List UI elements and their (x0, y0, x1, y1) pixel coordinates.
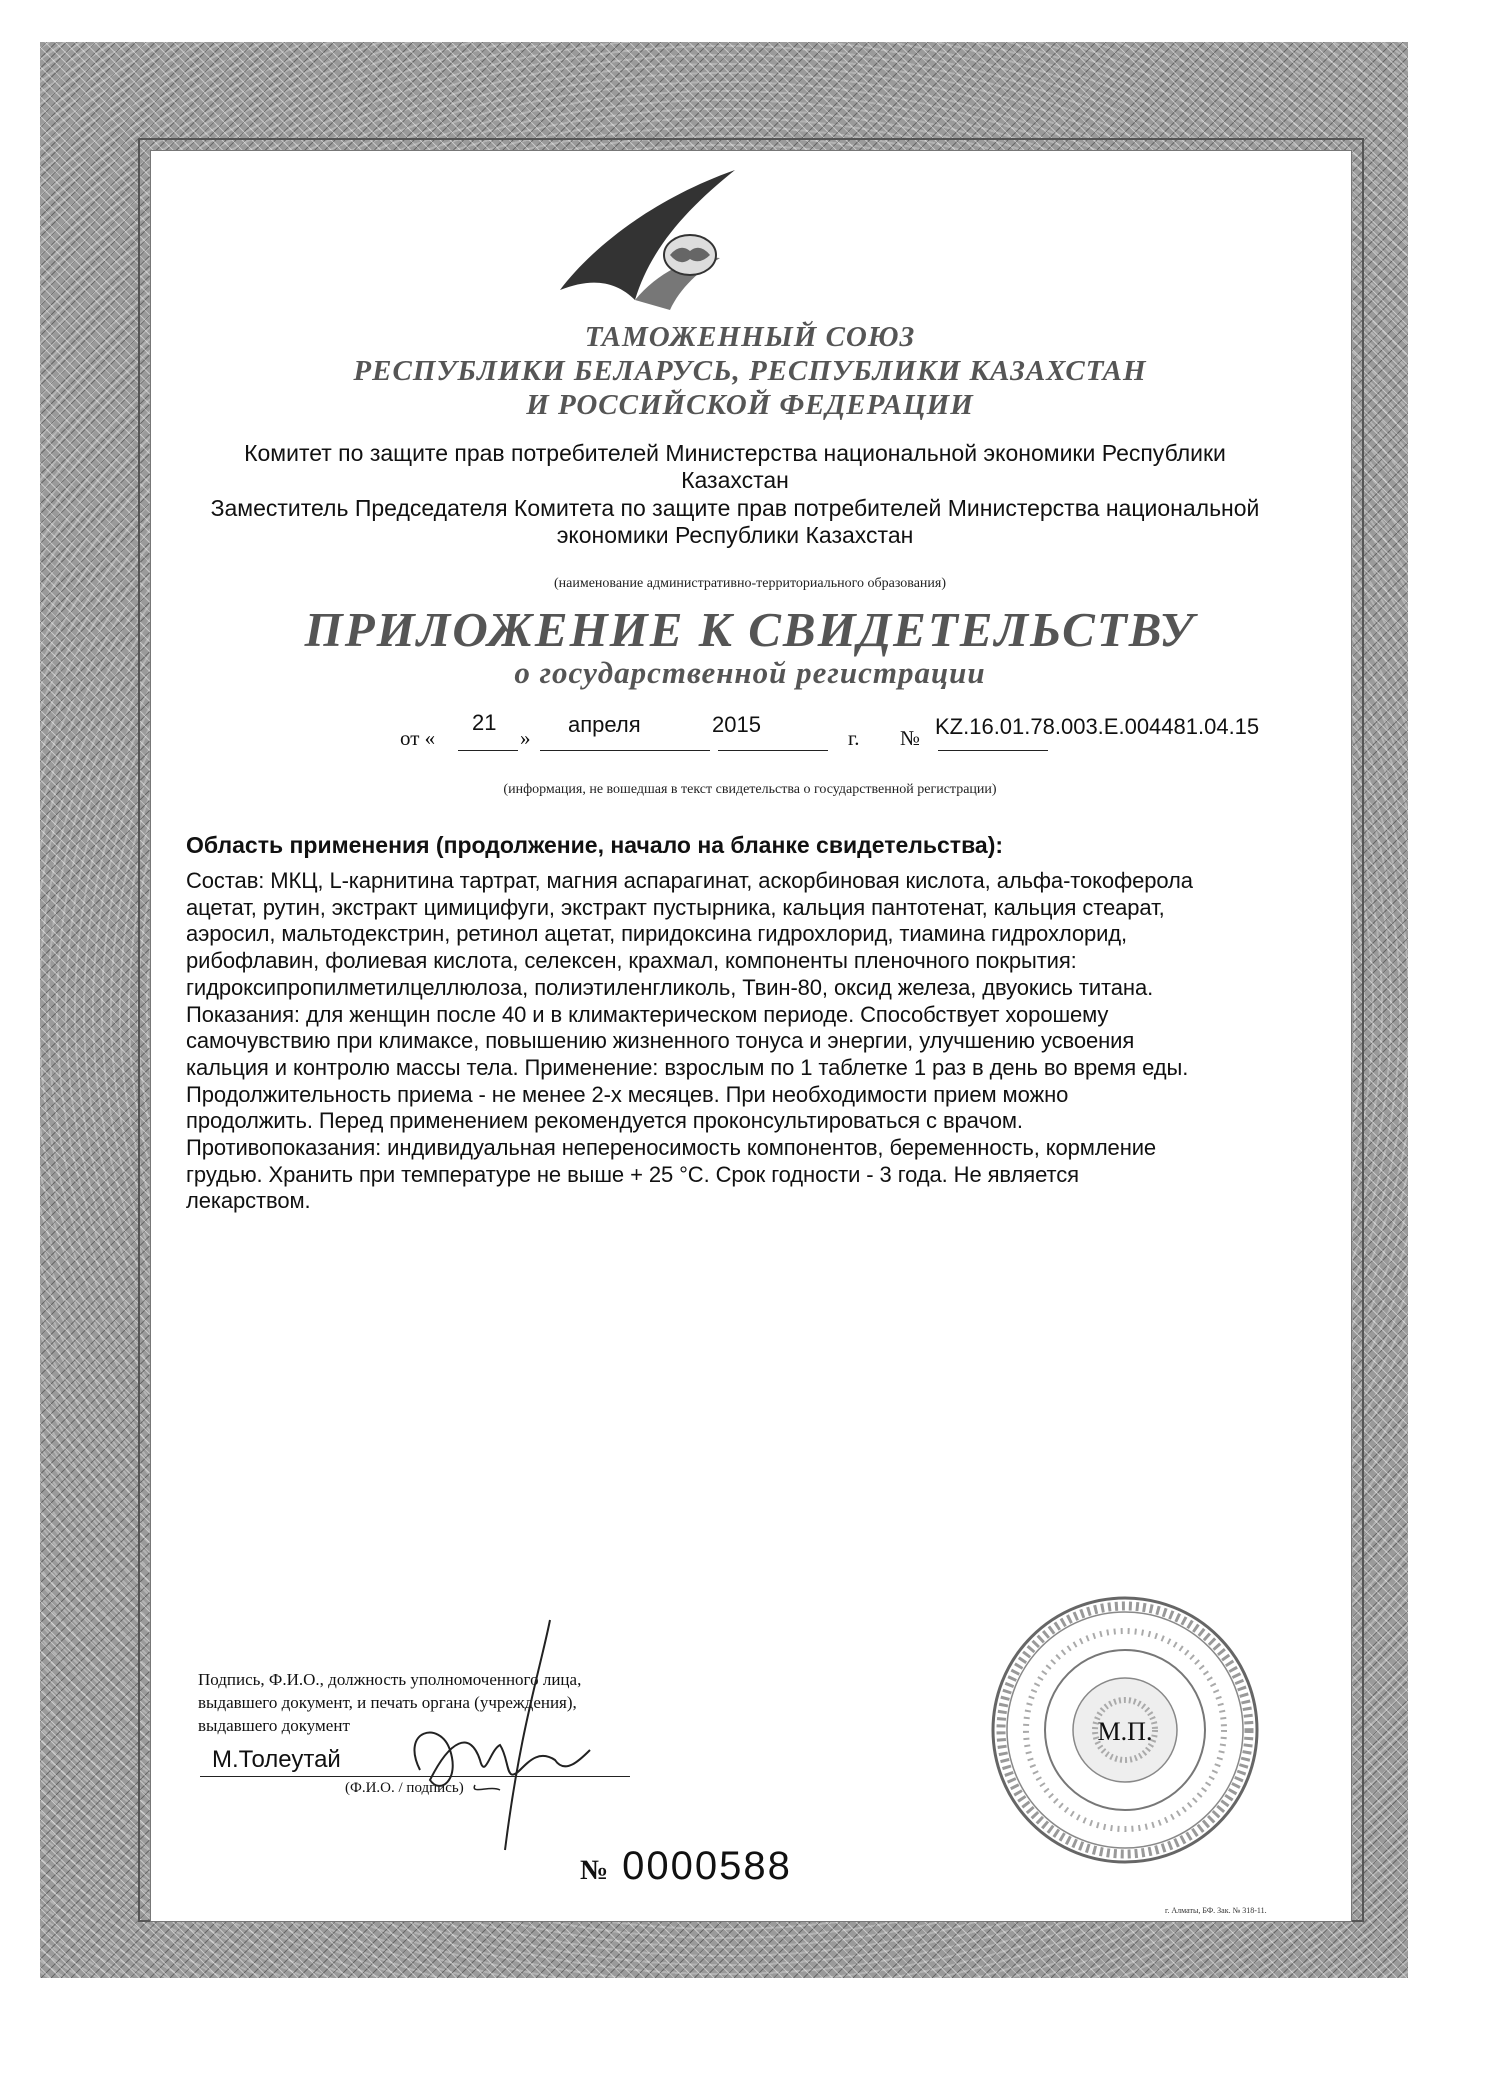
reg-year: 2015 (712, 712, 761, 737)
stamp-label: М.П. (1097, 1717, 1153, 1746)
day-underline (458, 750, 518, 751)
info-note: (информация, не вошедшая в текст свидетельства о государственной регистрации) (503, 782, 997, 797)
composition-text: Состав: МКЦ, L-карнитина тартрат, магния аспарагинат, аскорбиновая кислота, альфа-токоферола ацетат, рутин, экстракт цимицифуги, экстракт пустырника, кальция пантотенат, кальция стеарат, аэросил, мальтодекстрин, ретинол ацетат, пиридоксина гидрохлорид, тиамина гидрохлорид, рибофлавин, фолиевая кислота, селексен, крахмал, компоненты пленочного покрытия: гидроксипропилметилцеллюлоза, полиэтиленгликоль, Твин-80, оксид железа, двуокись титана. Показания: для женщин после 40 и в климактерическом периоде. Способствует хорошему самочувствию при климаксе, повышению жизненного тонуса и энергии, улучшению усвоения кальция и контролю массы тела. Применение: взрослым по 1 таблетке 1 раз в день во время еды. Продолжительность приема - не менее 2-х месяцев. При необходимости прием можно продолжить. Перед применением рекомендуется проконсультироваться с врачом. Противопоказания: индивидуальная непереносимость компонентов, беременность, кормление грудью. Хранить при температуре не выше + 25 °С. Срок годности - 3 года. Не является лекарством. (186, 868, 1193, 1214)
section-title: Область применения (продолжение, начало на бланке свидетельства): (186, 832, 1004, 858)
date-quote-close: » (520, 726, 531, 750)
month-underline (540, 750, 710, 751)
handwritten-signature (380, 1610, 620, 1860)
union-line-2: РЕСПУБЛИКИ БЕЛАРУСЬ, РЕСПУБЛИКИ КАЗАХСТАН (353, 355, 1147, 387)
signature-label: Подпись, Ф.И.О., должность уполномоченного лица, выдавшего документ, и печать органа (учреждения), выдавшего документ (198, 1670, 582, 1735)
serial-sign: № (580, 1855, 611, 1886)
form-serial-number (580, 1844, 792, 1889)
customs-union-heading (200, 320, 1300, 422)
admin-region-note: (наименование административно-территориального образования) (553, 576, 947, 591)
number-underline (938, 750, 1048, 751)
customs-union-logo-icon (520, 160, 770, 320)
signer-name: М.Толеутай (212, 1746, 341, 1773)
reg-number: KZ.16.01.78.003.E.004481.04.15 (935, 714, 1260, 739)
document-subtitle: о государственной регистрации (514, 655, 986, 690)
serial-value: 0000588 (622, 1844, 792, 1888)
official-stamp (985, 1590, 1265, 1870)
date-prefix: от « (400, 726, 436, 750)
union-line-1: ТАМОЖЕННЫЙ СОЮЗ (584, 321, 916, 353)
reg-month: апреля (568, 712, 641, 737)
issuing-committee: Комитет по защите прав потребителей Министерства национальной экономики Республики Казахстан (244, 440, 1226, 493)
registration-line (400, 708, 1320, 754)
reg-day: 21 (472, 710, 497, 735)
issuing-deputy: Заместитель Председателя Комитета по защите прав потребителей Министерства национальной экономики Республики Казахстан (210, 495, 1260, 548)
year-underline (718, 750, 828, 751)
signature-caption: (Ф.И.О. / подпись) (345, 1780, 464, 1796)
year-suffix: г. (848, 726, 860, 750)
document-title: ПРИЛОЖЕНИЕ К СВИДЕТЕЛЬСТВУ (304, 602, 1196, 657)
number-sign: № (900, 726, 921, 750)
union-line-3: И РОССИЙСКОЙ ФЕДЕРАЦИИ (526, 389, 974, 421)
printer-note: г. Алматы, БФ. Зак. № 318-11. (1165, 1906, 1267, 1915)
